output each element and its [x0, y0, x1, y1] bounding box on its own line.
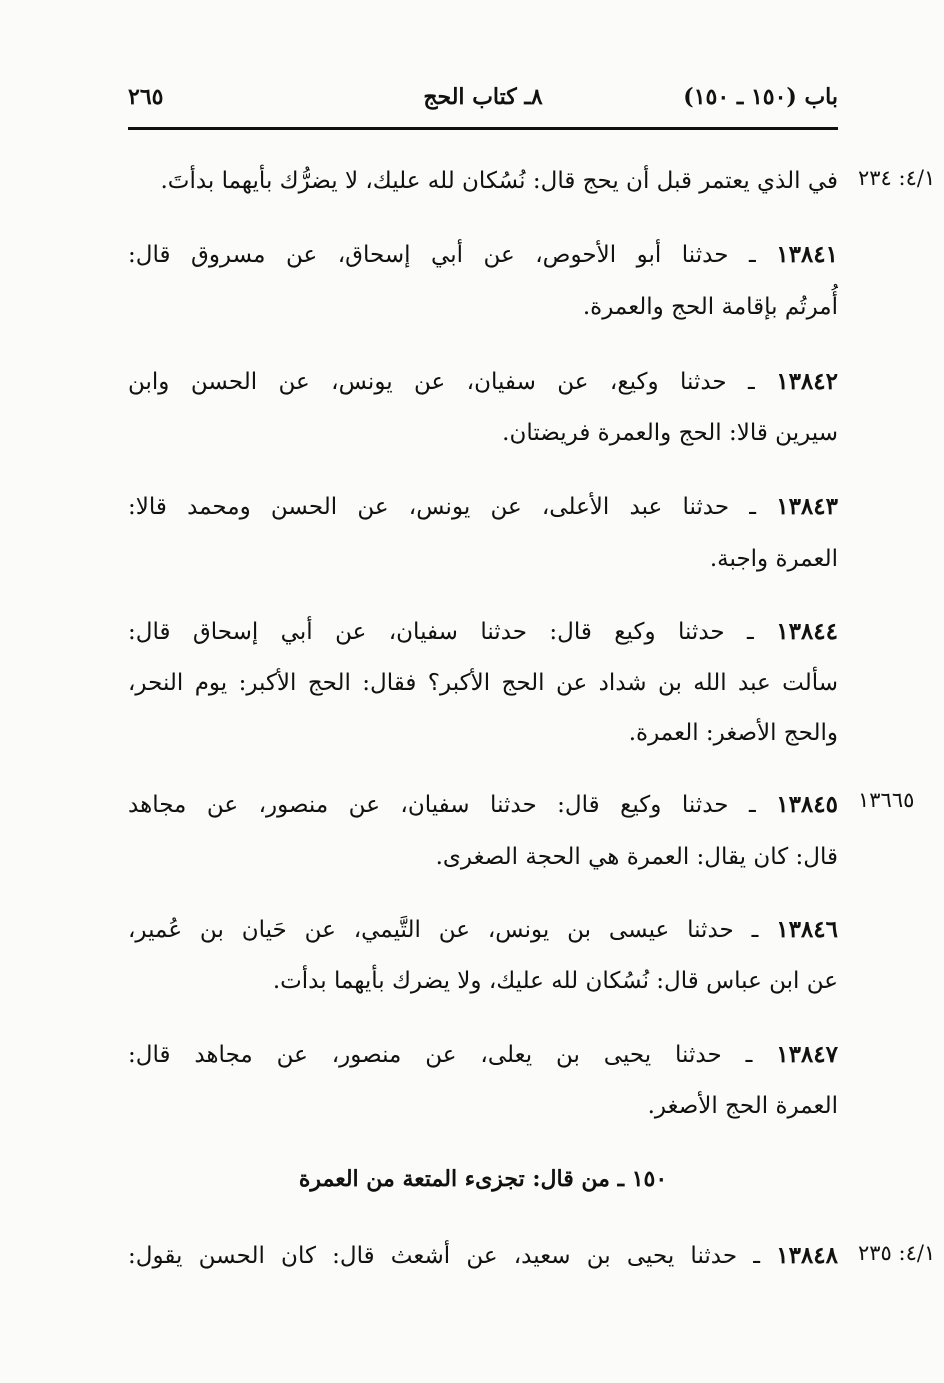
text-line: والحج الأصغر: العمرة. [628, 720, 838, 746]
hadith-number: ١٣٨٤٨ [776, 1242, 838, 1269]
hadith-number: ١٣٨٤٧ [776, 1041, 838, 1068]
hadith-13847: ١٣٨٤٧ ـ حدثنا يحيى بن يعلى، عن منصور، عن مجاهد قال: [128, 1041, 838, 1068]
margin-reference-bottom: ٤/١: ٢٣٥ [858, 1241, 936, 1265]
text-line: عن ابن عباس قال: نُسُكان لله عليك، ولا يضرك بأيهما بدأت. [272, 968, 838, 994]
hadith-number: ١٣٨٤٥ [776, 791, 838, 818]
text-line: العمرة واجبة. [709, 546, 838, 572]
text-line: قال: كان يقال: العمرة هي الحجة الصغرى. [435, 844, 838, 870]
margin-reference-13665: ١٣٦٦٥ [858, 788, 915, 812]
hadith-number: ١٣٨٤٦ [776, 916, 838, 943]
text-line: العمرة الحج الأصغر. [647, 1093, 838, 1119]
hadith-13844: ١٣٨٤٤ ـ حدثنا وكيع قال: حدثنا سفيان، عن أبي إسحاق قال: [128, 618, 838, 645]
hadith-13841: ١٣٨٤١ ـ حدثنا أبو الأحوص، عن أبي إسحاق، عن مسروق قال: [128, 241, 838, 268]
header-rule [128, 127, 838, 130]
section-heading: ١٥٠ ـ من قال: تجزىء المتعة من العمرة [298, 1166, 668, 1192]
hadith-13843: ١٣٨٤٣ ـ حدثنا عبد الأعلى، عن يونس، عن الحسن ومحمد قالا: [128, 493, 838, 520]
hadith-number: ١٣٨٤٢ [776, 368, 838, 395]
hadith-13848: ١٣٨٤٨ ـ حدثنا يحيى بن سعيد، عن أشعث قال: كان الحسن يقول: [128, 1242, 838, 1269]
hadith-number: ١٣٨٤١ [776, 241, 838, 268]
hadith-number: ١٣٨٤٤ [776, 618, 838, 645]
text-line: سيرين قالا: الحج والعمرة فريضتان. [502, 420, 838, 446]
text-line: أُمرتُم بإقامة الحج والعمرة. [582, 294, 838, 320]
margin-reference-top: ٤/١: ٢٣٤ [858, 166, 936, 190]
page-header [128, 84, 838, 124]
hadith-13846: ١٣٨٤٦ ـ حدثنا عيسى بن يونس، عن التَّيمي، عن حَيان بن عُمير، [128, 916, 838, 943]
book-title: ٨ـ كتاب الحج [423, 84, 543, 110]
text-line: سألت عبد الله بن شداد عن الحج الأكبر؟ فقال: الحج الأكبر: يوم النحر، [128, 670, 838, 696]
hadith-number: ١٣٨٤٣ [776, 493, 838, 520]
page-number: ٢٦٥ [128, 84, 164, 110]
hadith-13842: ١٣٨٤٢ ـ حدثنا وكيع، عن سفيان، عن يونس، عن الحسن وابن [128, 368, 838, 395]
chapter-range: باب (١٥٠ ـ ١٥٠) [683, 84, 838, 110]
hadith-13845: ١٣٨٤٥ ـ حدثنا وكيع قال: حدثنا سفيان، عن منصور، عن مجاهد [128, 791, 838, 818]
text-line: في الذي يعتمر قبل أن يحج قال: نُسُكان لله عليك، لا يضرُّك بأيهما بدأتَ. [160, 168, 838, 194]
